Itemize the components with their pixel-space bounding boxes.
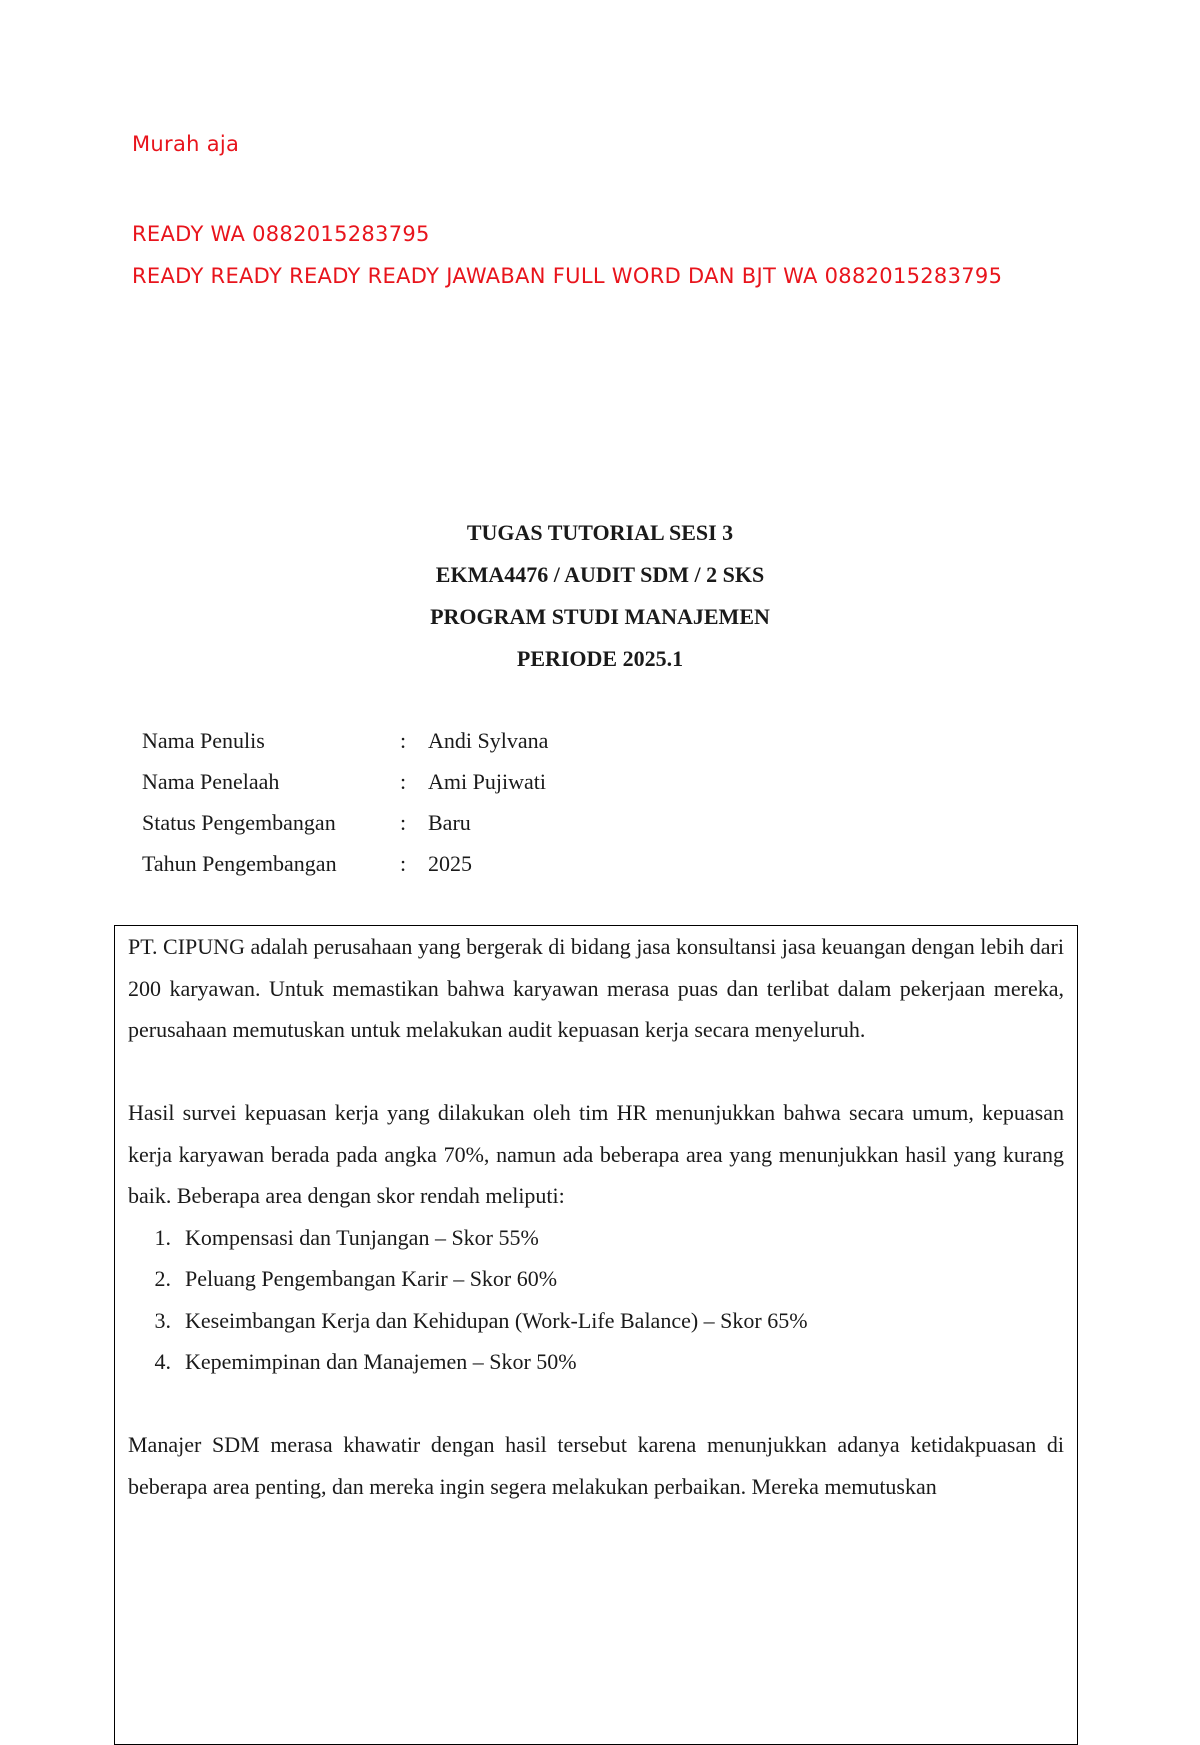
paragraph-spacer [128, 1051, 1064, 1093]
case-study-box [114, 925, 1078, 1745]
case-paragraph-manager: Manajer SDM merasa khawatir dengan hasil tersebut karena menunjukkan adanya ketidakpuasan di beberapa area penting, dan mereka ingin segera melakukan perbaikan. Mereka memutuskan [128, 1432, 1064, 1499]
meta-value: Baru [428, 810, 471, 835]
promo-ready-line: READY READY READY READY JAWABAN FULL WORD DAN BJT WA 0882015283795 [132, 264, 1003, 288]
assignment-title: TUGAS TUTORIAL SESI 3 [466, 520, 734, 545]
meta-row-author [142, 720, 548, 761]
author-metadata [142, 720, 548, 884]
document-header [0, 512, 1200, 680]
meta-label: Nama Penelaah [142, 769, 280, 794]
meta-row-reviewer [142, 761, 548, 802]
period: PERIODE 2025.1 [516, 646, 684, 671]
meta-row-year [142, 843, 548, 884]
study-program: PROGRAM STUDI MANAJEMEN [430, 604, 770, 629]
course-code: EKMA4476 / AUDIT SDM / 2 SKS [435, 562, 765, 587]
low-score-area-list [128, 1217, 1064, 1383]
list-text: Keseimbangan Kerja dan Kehidupan (Work-Life Balance) – Skor 65% [185, 1307, 808, 1333]
list-item [128, 1300, 1064, 1342]
meta-colon: : [400, 851, 407, 876]
paragraph-spacer [128, 1383, 1064, 1425]
list-item [128, 1258, 1064, 1300]
list-number: 4. [154, 1349, 171, 1374]
list-item [128, 1341, 1064, 1383]
list-text: Kompensasi dan Tunjangan – Skor 55% [185, 1224, 539, 1250]
case-paragraph-intro: PT. CIPUNG adalah perusahaan yang bergerak di bidang jasa konsultansi jasa keuangan dengan lebih dari 200 karyawan. Untuk memastikan bahwa karyawan merasa puas dan terlibat dalam pekerjaan mereka, perusahaan memutuskan untuk melakukan audit kepuasan kerja secara menyeluruh. [128, 934, 1064, 1042]
meta-label: Nama Penulis [142, 728, 265, 753]
meta-label: Status Pengembangan [142, 810, 336, 835]
list-number: 1. [154, 1224, 171, 1250]
meta-value: 2025 [428, 851, 472, 876]
meta-row-status [142, 802, 548, 843]
promo-whatsapp-line: READY WA 0882015283795 [132, 222, 430, 246]
list-text: Peluang Pengembangan Karir – Skor 60% [185, 1266, 558, 1291]
meta-label: Tahun Pengembangan [142, 851, 337, 876]
list-number: 2. [154, 1266, 171, 1291]
list-number: 3. [154, 1307, 171, 1333]
meta-value: Ami Pujiwati [428, 769, 546, 794]
promo-tagline: Murah aja [132, 132, 240, 156]
list-item [128, 1217, 1064, 1259]
meta-value: Andi Sylvana [428, 728, 549, 753]
case-paragraph-survey: Hasil survei kepuasan kerja yang dilakukan oleh tim HR menunjukkan bahwa secara umum, kepuasan kerja karyawan berada pada angka 70%, namun ada beberapa area yang menunjukkan hasil yang kurang baik. Beberapa area dengan skor rendah meliputi: [128, 1100, 1064, 1208]
meta-colon: : [400, 769, 407, 794]
meta-colon: : [400, 728, 407, 753]
meta-colon: : [400, 810, 407, 835]
list-text: Kepemimpinan dan Manajemen – Skor 50% [185, 1349, 577, 1374]
